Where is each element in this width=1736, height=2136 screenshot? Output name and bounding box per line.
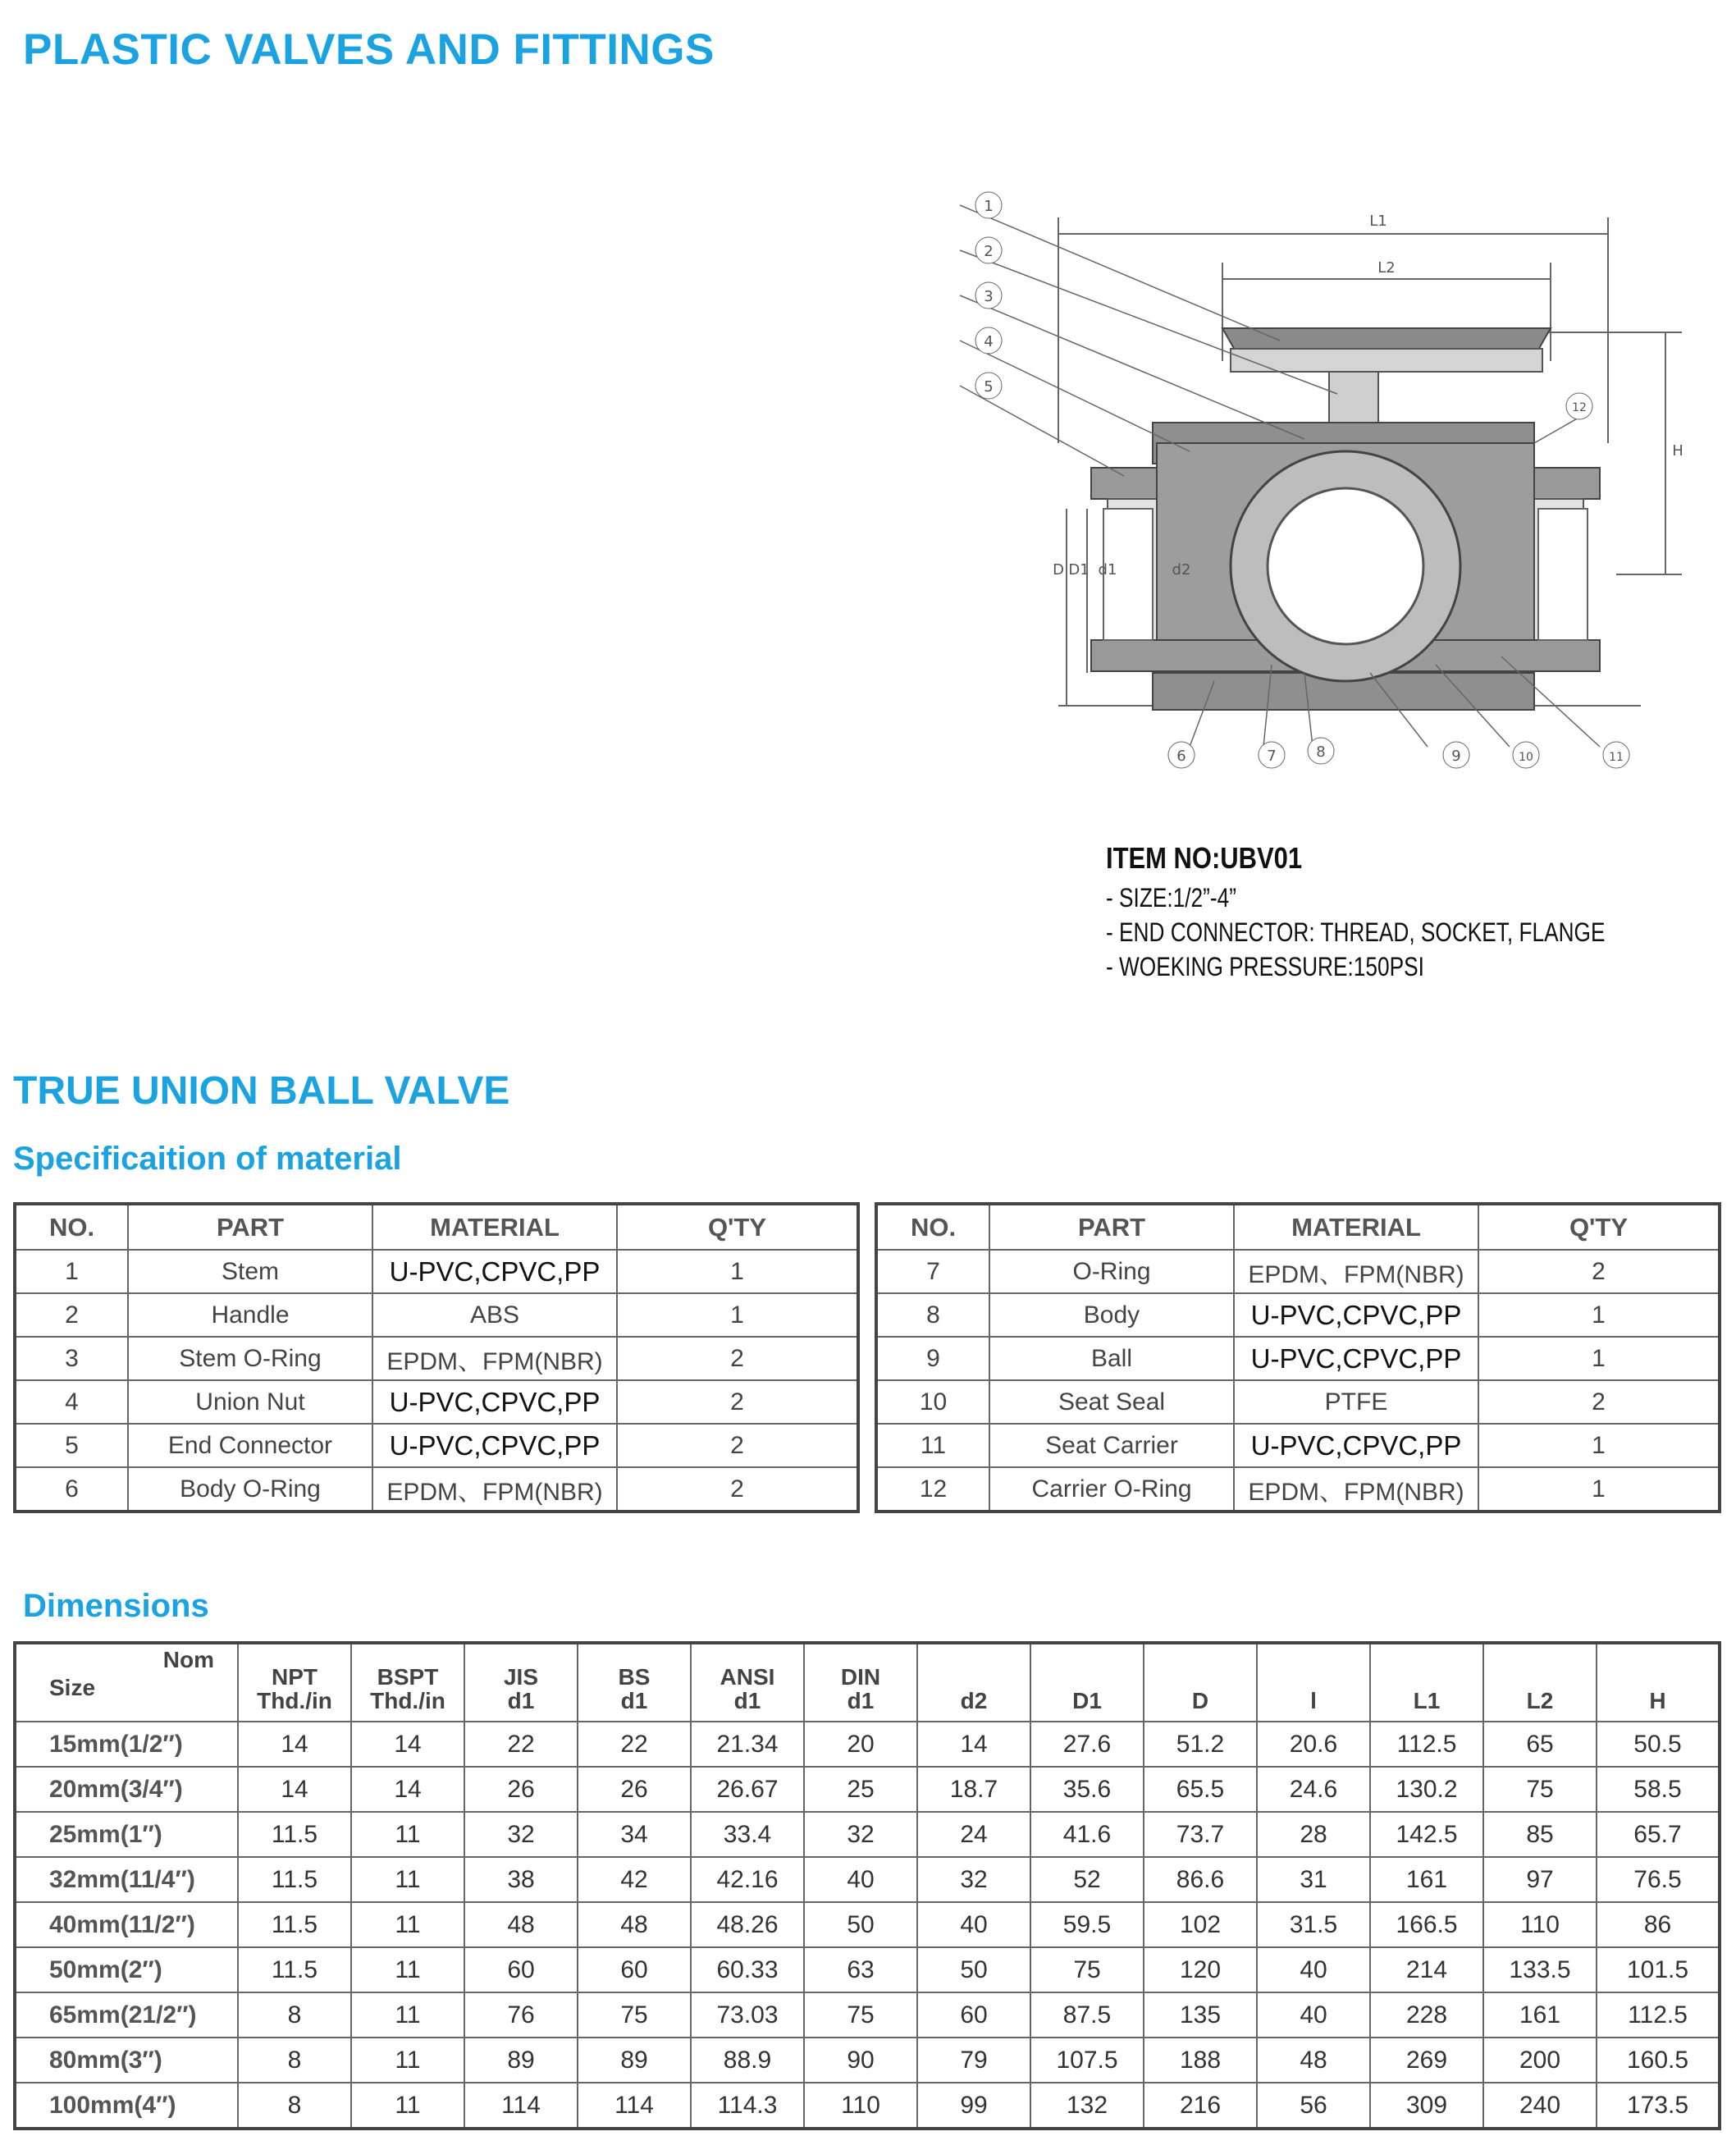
item-number: ITEM NO:UBV01 [1106,841,1303,875]
dim-col-header-line: BS [618,1664,651,1690]
part-material: U-PVC,CPVC,PP [372,1424,617,1467]
dimension-cell: 8 [238,1992,351,2038]
dimension-cell: 65.7 [1597,1812,1720,1857]
dimension-cell: 35.6 [1030,1767,1144,1812]
dim-label-L1: L1 [1369,213,1387,230]
dimension-cell: 32 [464,1812,578,1857]
dimension-cell: 99 [917,2083,1030,2129]
dim-col-header [1257,1643,1370,1722]
callout-3: 3 [984,288,994,305]
dimension-cell: 59.5 [1030,1902,1144,1947]
part-name: Carrier O-Ring [989,1467,1234,1512]
dimension-cell: 76.5 [1597,1857,1720,1902]
dimension-cell: 240 [1483,2083,1597,2129]
dimension-cell: 31.5 [1257,1902,1370,1947]
material-row [876,1467,1720,1512]
dim-col-header-line: d1 [733,1688,761,1713]
callout-12: 12 [1572,401,1587,414]
dim-col-header-line: l [1310,1688,1317,1713]
dimension-row [15,1722,1720,1767]
dimension-cell: 101.5 [1597,1947,1720,1992]
part-qty: 2 [617,1424,858,1467]
dimension-cell: 22 [464,1722,578,1767]
part-qty: 1 [1478,1337,1720,1380]
item-working-pressure: - WOEKING PRESSURE:150PSI [1106,952,1424,981]
dimension-cell: 161 [1483,1992,1597,2038]
part-material: EPDM、FPM(NBR) [1234,1250,1478,1293]
part-material: U-PVC,CPVC,PP [1234,1337,1478,1380]
material-row [876,1250,1720,1293]
dimension-cell: 56 [1257,2083,1370,2129]
callout-9: 9 [1451,748,1461,765]
dimension-cell: 11.5 [238,1902,351,1947]
dimension-cell: 26.67 [691,1767,804,1812]
part-name: End Connector [128,1424,372,1467]
dim-col-header-line: d1 [620,1688,648,1713]
material-row [876,1424,1720,1467]
dimension-cell: 75 [804,1992,917,2038]
part-material: U-PVC,CPVC,PP [372,1380,617,1424]
part-qty: 1 [1478,1293,1720,1337]
part-material: EPDM、FPM(NBR) [1234,1467,1478,1512]
dim-col-header [1597,1643,1720,1722]
material-left-body [15,1250,858,1512]
dimension-cell: 65.5 [1144,1767,1257,1812]
dimension-cell: 48 [464,1902,578,1947]
dimension-cell: 112.5 [1370,1722,1483,1767]
dim-label-D: D [1053,561,1064,579]
dimension-cell: 31 [1257,1857,1370,1902]
dimension-row [15,1767,1720,1812]
part-qty: 2 [617,1337,858,1380]
dimension-cell: 42 [578,1857,691,1902]
part-no: 1 [15,1250,128,1293]
material-table-left [13,1202,860,1513]
dimension-cell: 11 [351,1992,464,2038]
dim-col-header-line: ANSI [720,1664,775,1690]
dim-col-header [917,1643,1030,1722]
dim-col-header [1370,1643,1483,1722]
part-no: 2 [15,1293,128,1337]
dim-label-d1: d1 [1098,561,1117,579]
dim-col-header [578,1643,691,1722]
dim-col-header [1144,1643,1257,1722]
dimension-cell: 110 [1483,1902,1597,1947]
dimension-cell: 24.6 [1257,1767,1370,1812]
part-no: 12 [876,1467,989,1512]
page-title: PLASTIC VALVES AND FITTINGS [23,25,715,74]
part-material: U-PVC,CPVC,PP [1234,1293,1478,1337]
dimension-cell: 11 [351,1947,464,1992]
size-cell: 65mm(21/2″) [15,1992,238,2038]
material-row [876,1293,1720,1337]
part-material: ABS [372,1293,617,1337]
item-size: - SIZE:1/2”-4” [1106,883,1236,912]
dim-col-header-line: Thd./in [370,1688,445,1713]
header-part: PART [128,1204,372,1250]
header-part: PART [989,1204,1234,1250]
part-qty: 2 [617,1467,858,1512]
dimension-cell: 87.5 [1030,1992,1144,2038]
item-info [1106,841,1715,984]
nom-size-header [15,1643,238,1722]
part-name: Stem O-Ring [128,1337,372,1380]
item-end-connector: - END CONNECTOR: THREAD, SOCKET, FLANGE [1106,917,1606,947]
dimension-cell: 33.4 [691,1812,804,1857]
dimension-cell: 14 [917,1722,1030,1767]
dim-col-header-line: D [1191,1688,1209,1713]
part-name: Union Nut [128,1380,372,1424]
header-no: NO. [876,1204,989,1250]
material-row [15,1424,858,1467]
dimension-cell: 34 [578,1812,691,1857]
dim-label-L2: L2 [1377,259,1396,277]
part-no: 9 [876,1337,989,1380]
dim-col-header [1483,1643,1597,1722]
size-cell: 50mm(2″) [15,1947,238,1992]
dim-col-header [351,1643,464,1722]
part-no: 6 [15,1467,128,1512]
material-row [876,1380,1720,1424]
part-material: PTFE [1234,1380,1478,1424]
dimension-cell: 88.9 [691,2038,804,2083]
dimension-cell: 73.7 [1144,1812,1257,1857]
dimension-cell: 214 [1370,1947,1483,1992]
dimension-cell: 73.03 [691,1992,804,2038]
dimension-cell: 75 [1030,1947,1144,1992]
dim-col-header-line: d1 [847,1688,875,1713]
dimension-cell: 11 [351,1812,464,1857]
dimension-cell: 102 [1144,1902,1257,1947]
dimension-cell: 14 [351,1767,464,1812]
material-table-right [875,1202,1721,1513]
dimension-cell: 40 [1257,1947,1370,1992]
dimension-cell: 11 [351,2083,464,2129]
part-qty: 1 [617,1293,858,1337]
dimensions-table [13,1641,1721,2130]
part-qty: 1 [1478,1424,1720,1467]
dimension-cell: 85 [1483,1812,1597,1857]
material-row [15,1337,858,1380]
dim-col-header [1030,1643,1144,1722]
header-no: NO. [15,1204,128,1250]
dim-col-header-line: L2 [1526,1688,1554,1713]
dimension-cell: 20 [804,1722,917,1767]
dimension-cell: 50.5 [1597,1722,1720,1767]
dimensions-heading: Dimensions [23,1588,209,1624]
dim-col-header-line: Thd./in [257,1688,332,1713]
dim-col-header-line: JIS [503,1664,539,1690]
callout-4: 4 [984,333,994,350]
dim-col-header-line: d2 [960,1688,988,1713]
dimension-cell: 14 [238,1722,351,1767]
dimension-cell: 173.5 [1597,2083,1720,2129]
dim-col-header-line: DIN [840,1664,881,1690]
callout-2: 2 [984,243,994,260]
dimension-row [15,2083,1720,2129]
dimension-cell: 200 [1483,2038,1597,2083]
dimension-cell: 8 [238,2083,351,2129]
dimension-cell: 20.6 [1257,1722,1370,1767]
callout-10: 10 [1519,751,1533,764]
size-cell: 15mm(1/2″) [15,1722,238,1767]
part-material: U-PVC,CPVC,PP [1234,1424,1478,1467]
dim-col-header-line: D1 [1072,1688,1102,1713]
dimension-cell: 40 [804,1857,917,1902]
dimension-cell: 188 [1144,2038,1257,2083]
dimension-cell: 22 [578,1722,691,1767]
dimension-cell: 41.6 [1030,1812,1144,1857]
dim-label-H: H [1672,442,1683,460]
material-right-body [876,1250,1720,1512]
dimension-cell: 60.33 [691,1947,804,1992]
size-cell: 32mm(11/4″) [15,1857,238,1902]
dimension-cell: 48.26 [691,1902,804,1947]
part-no: 10 [876,1380,989,1424]
part-name: Body [989,1293,1234,1337]
size-label: Size [49,1675,96,1700]
dimension-cell: 14 [351,1722,464,1767]
dimension-cell: 86 [1597,1902,1720,1947]
dimension-cell: 40 [917,1902,1030,1947]
callout-7: 7 [1267,748,1277,765]
dimension-cell: 161 [1370,1857,1483,1902]
dimension-cell: 132 [1030,2083,1144,2129]
dimension-cell: 11.5 [238,1857,351,1902]
dimension-row [15,1857,1720,1902]
header-material: MATERIAL [372,1204,617,1250]
dimension-cell: 89 [464,2038,578,2083]
dimension-cell: 28 [1257,1812,1370,1857]
dimension-cell: 52 [1030,1857,1144,1902]
dim-col-header [464,1643,578,1722]
size-cell: 20mm(3/4″) [15,1767,238,1812]
dimension-cell: 24 [917,1812,1030,1857]
part-material: EPDM、FPM(NBR) [372,1337,617,1380]
part-material: EPDM、FPM(NBR) [372,1467,617,1512]
dimension-cell: 133.5 [1483,1947,1597,1992]
dimension-cell: 48 [578,1902,691,1947]
header-qty: Q'TY [617,1204,858,1250]
part-no: 3 [15,1337,128,1380]
dimension-cell: 86.6 [1144,1857,1257,1902]
dimension-cell: 40 [1257,1992,1370,2038]
callout-5: 5 [984,378,994,396]
valve-technical-drawing [943,181,1715,780]
callout-6: 6 [1176,748,1186,765]
part-name: Seat Carrier [989,1424,1234,1467]
dimension-cell: 228 [1370,1992,1483,2038]
dimension-cell: 58.5 [1597,1767,1720,1812]
header-material: MATERIAL [1234,1204,1478,1250]
dimension-cell: 60 [578,1947,691,1992]
product-title: TRUE UNION BALL VALVE [13,1069,510,1113]
dimension-cell: 11.5 [238,1812,351,1857]
material-row [15,1250,858,1293]
part-qty: 1 [617,1250,858,1293]
part-qty: 1 [1478,1467,1720,1512]
size-cell: 40mm(11/2″) [15,1902,238,1947]
part-name: Handle [128,1293,372,1337]
dimension-cell: 60 [464,1947,578,1992]
dimension-cell: 11 [351,2038,464,2083]
part-name: Stem [128,1250,372,1293]
header-qty: Q'TY [1478,1204,1720,1250]
material-header-row [15,1204,858,1250]
dimension-cell: 97 [1483,1857,1597,1902]
dimension-cell: 216 [1144,2083,1257,2129]
dimension-row [15,1812,1720,1857]
dimension-row [15,2038,1720,2083]
part-no: 11 [876,1424,989,1467]
dimension-cell: 79 [917,2038,1030,2083]
part-name: Seat Seal [989,1380,1234,1424]
dimension-cell: 50 [804,1902,917,1947]
dim-col-header-line: L1 [1413,1688,1441,1713]
dim-col-header-line: BSPT [377,1664,439,1690]
dimension-cell: 8 [238,2038,351,2083]
dimension-cell: 130.2 [1370,1767,1483,1812]
dimension-cell: 14 [238,1767,351,1812]
dimensions-header-row [15,1643,1720,1722]
size-cell: 80mm(3″) [15,2038,238,2083]
dimension-cell: 76 [464,1992,578,2038]
dimension-cell: 114 [464,2083,578,2129]
dimension-cell: 63 [804,1947,917,1992]
dim-label-d2: d2 [1172,561,1191,579]
part-no: 7 [876,1250,989,1293]
part-qty: 2 [1478,1380,1720,1424]
dimension-cell: 32 [804,1812,917,1857]
dimension-cell: 75 [1483,1767,1597,1812]
dimension-cell: 42.16 [691,1857,804,1902]
dimension-cell: 309 [1370,2083,1483,2129]
dimension-cell: 135 [1144,1992,1257,2038]
dimension-cell: 26 [464,1767,578,1812]
size-cell: 25mm(1″) [15,1812,238,1857]
dimensions-body [15,1722,1720,2129]
part-qty: 2 [1478,1250,1720,1293]
dimension-cell: 32 [917,1857,1030,1902]
dimension-cell: 110 [804,2083,917,2129]
dimension-cell: 112.5 [1597,1992,1720,2038]
dimension-row [15,1947,1720,1992]
dimension-cell: 166.5 [1370,1902,1483,1947]
material-row [876,1337,1720,1380]
part-qty: 2 [617,1380,858,1424]
dimension-cell: 26 [578,1767,691,1812]
dimension-cell: 269 [1370,2038,1483,2083]
spec-heading: Specificaition of material [13,1141,402,1177]
callout-8: 8 [1316,743,1326,761]
dimension-cell: 51.2 [1144,1722,1257,1767]
dim-col-header-line: NPT [272,1664,318,1690]
part-no: 5 [15,1424,128,1467]
dimension-cell: 25 [804,1767,917,1812]
dimension-cell: 60 [917,1992,1030,2038]
part-name: O-Ring [989,1250,1234,1293]
material-row [15,1293,858,1337]
part-no: 4 [15,1380,128,1424]
part-no: 8 [876,1293,989,1337]
callout-11: 11 [1609,751,1624,764]
dimension-row [15,1902,1720,1947]
dimension-cell: 142.5 [1370,1812,1483,1857]
dimension-cell: 48 [1257,2038,1370,2083]
dimension-cell: 21.34 [691,1722,804,1767]
dimension-cell: 27.6 [1030,1722,1144,1767]
dimension-cell: 89 [578,2038,691,2083]
part-name: Body O-Ring [128,1467,372,1512]
material-row [15,1467,858,1512]
dimension-cell: 120 [1144,1947,1257,1992]
dimension-cell: 114.3 [691,2083,804,2129]
dimension-cell: 11.5 [238,1947,351,1992]
dimension-row [15,1992,1720,2038]
dim-col-header-line: d1 [507,1688,535,1713]
dimension-cell: 75 [578,1992,691,2038]
dimension-cell: 90 [804,2038,917,2083]
dim-col-header-line: H [1649,1688,1666,1713]
part-name: Ball [989,1337,1234,1380]
nom-label: Nom [162,1647,214,1672]
callout-1: 1 [984,198,994,215]
dimension-cell: 11 [351,1857,464,1902]
dimension-cell: 38 [464,1857,578,1902]
dim-col-header [238,1643,351,1722]
dimension-cell: 18.7 [917,1767,1030,1812]
part-material: U-PVC,CPVC,PP [372,1250,617,1293]
dim-col-header [804,1643,917,1722]
dimension-cell: 107.5 [1030,2038,1144,2083]
dimension-cell: 11 [351,1902,464,1947]
dimension-cell: 50 [917,1947,1030,1992]
dimension-cell: 65 [1483,1722,1597,1767]
size-cell: 100mm(4″) [15,2083,238,2129]
dimension-cell: 160.5 [1597,2038,1720,2083]
material-row [15,1380,858,1424]
dimension-cell: 114 [578,2083,691,2129]
material-header-row [876,1204,1720,1250]
dim-label-D1: D1 [1068,561,1090,579]
dim-col-header [691,1643,804,1722]
